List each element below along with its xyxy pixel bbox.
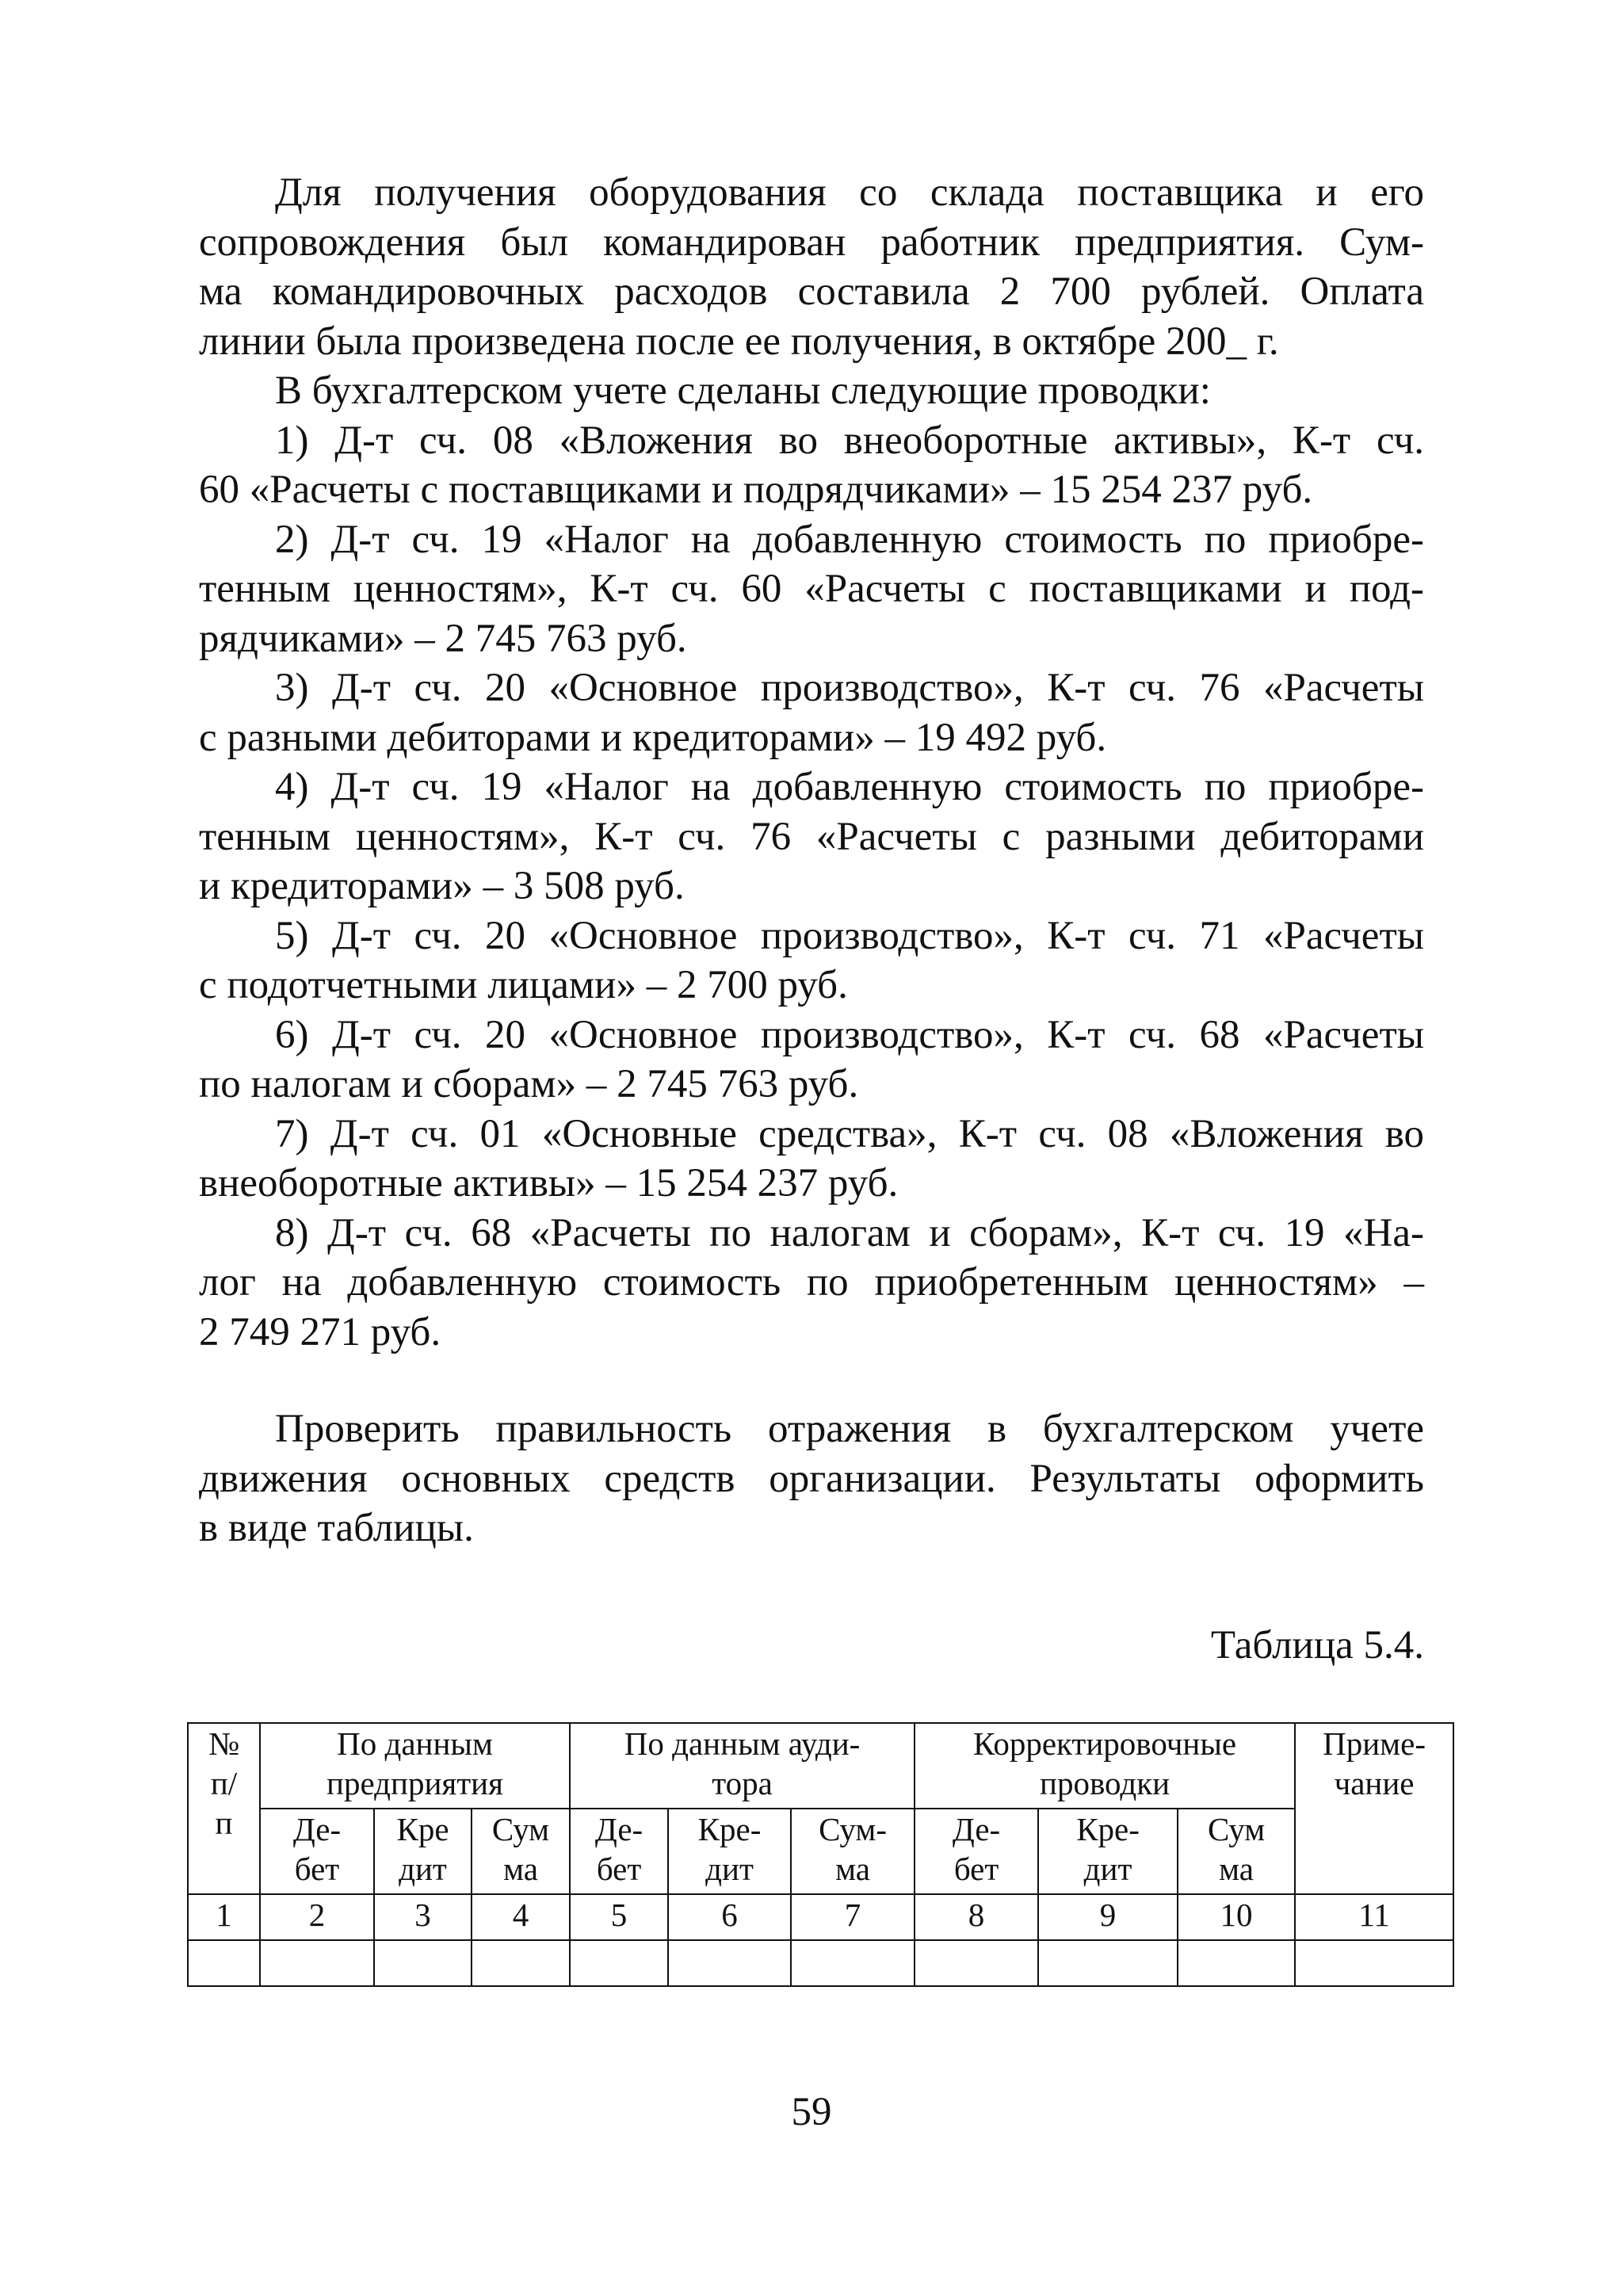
subheader-enterprise-debit: Де- бет bbox=[260, 1809, 374, 1894]
empty-cell bbox=[1178, 1940, 1295, 1986]
text-line: тенным ценностям», К-т сч. 60 «Расчеты с поставщиками и под- bbox=[199, 567, 1424, 611]
text-line: с подотчетными лицами» – 2 700 руб. bbox=[199, 963, 848, 1007]
column-number: 10 bbox=[1178, 1894, 1295, 1940]
text-line: 60 «Расчеты с поставщиками и подрядчиками» – 15 254 237 руб. bbox=[199, 468, 1313, 512]
text-line: 2 749 271 руб. bbox=[199, 1309, 441, 1354]
text-line: 2) Д-т сч. 19 «Налог на добавленную стоимость по приобре- bbox=[275, 517, 1424, 562]
subheader-auditor-debit: Де- бет bbox=[570, 1809, 668, 1894]
empty-cell bbox=[260, 1940, 374, 1986]
header-enterprise-data: По данным предприятия bbox=[260, 1723, 570, 1809]
header-corrections: Корректировочные проводки bbox=[915, 1723, 1295, 1809]
header-auditor-data: По данным ауди- тора bbox=[570, 1723, 915, 1809]
subheader-enterprise-sum: Сум ма bbox=[472, 1809, 570, 1894]
text-line: тенным ценностям», К-т сч. 76 «Расчеты с разными дебиторами bbox=[199, 814, 1424, 859]
subheader-enterprise-credit: Кре дит bbox=[374, 1809, 472, 1894]
text-line: 4) Д-т сч. 19 «Налог на добавленную стоимость по приобре- bbox=[275, 765, 1424, 809]
empty-cell bbox=[472, 1940, 570, 1986]
column-number: 3 bbox=[374, 1894, 472, 1940]
subheader-corrections-credit: Кре- дит bbox=[1038, 1809, 1178, 1894]
column-number-row bbox=[188, 1894, 1453, 1940]
text-line: линии была произведена после ее получения, в октябре 200_ г. bbox=[199, 319, 1279, 364]
audit-table bbox=[187, 1722, 1454, 1987]
text-line: В бухгалтерском учете сделаны следующие проводки: bbox=[275, 369, 1211, 413]
text-line: в виде таблицы. bbox=[199, 1506, 474, 1550]
text-line: 5) Д-т сч. 20 «Основное производство», К-т сч. 71 «Расчеты bbox=[275, 913, 1424, 958]
subheader-corrections-sum: Сум ма bbox=[1178, 1809, 1295, 1894]
paragraph-gap bbox=[199, 1357, 1424, 1404]
text-line: 6) Д-т сч. 20 «Основное производство», К-т сч. 68 «Расчеты bbox=[275, 1012, 1424, 1057]
column-number: 1 bbox=[188, 1894, 260, 1940]
column-number: 5 bbox=[570, 1894, 668, 1940]
subheader-auditor-sum: Сум- ма bbox=[791, 1809, 915, 1894]
header-number: № п/ п bbox=[188, 1723, 260, 1894]
empty-cell bbox=[668, 1940, 791, 1986]
column-number: 2 bbox=[260, 1894, 374, 1940]
empty-cell bbox=[1038, 1940, 1178, 1986]
column-number: 9 bbox=[1038, 1894, 1178, 1940]
subheader-auditor-credit: Кре- дит bbox=[668, 1809, 791, 1894]
column-number: 6 bbox=[668, 1894, 791, 1940]
subheader-corrections-debit: Де- бет bbox=[915, 1809, 1038, 1894]
table-caption: Таблица 5.4. bbox=[1210, 1623, 1424, 1668]
empty-cell bbox=[374, 1940, 472, 1986]
text-line: 1) Д-т сч. 08 «Вложения во внеоборотные активы», К-т сч. bbox=[275, 418, 1424, 463]
text-line: 7) Д-т сч. 01 «Основные средства», К-т сч. 08 «Вложения во bbox=[275, 1111, 1424, 1156]
body-text bbox=[199, 168, 1424, 1553]
page-number: 59 bbox=[791, 2090, 832, 2134]
table-header-row bbox=[188, 1723, 1453, 1809]
empty-cell bbox=[915, 1940, 1038, 1986]
text-line: движения основных средств организации. Результаты оформить bbox=[199, 1456, 1424, 1501]
text-line: по налогам и сборам» – 2 745 763 руб. bbox=[199, 1062, 859, 1106]
column-number: 11 bbox=[1295, 1894, 1453, 1940]
text-line: и кредиторами» – 3 508 руб. bbox=[199, 864, 685, 908]
text-line: лог на добавленную стоимость по приобретенным ценностям» – bbox=[199, 1260, 1424, 1305]
empty-cell bbox=[1295, 1940, 1453, 1986]
column-number: 7 bbox=[791, 1894, 915, 1940]
column-number: 8 bbox=[915, 1894, 1038, 1940]
text-line: 8) Д-т сч. 68 «Расчеты по налогам и сборам», К-т сч. 19 «На- bbox=[275, 1210, 1424, 1255]
empty-data-row bbox=[188, 1940, 1453, 1986]
text-line: рядчиками» – 2 745 763 руб. bbox=[199, 616, 687, 661]
empty-cell bbox=[791, 1940, 915, 1986]
text-line: Для получения оборудования со склада поставщика и его bbox=[275, 170, 1424, 215]
table-subheader-row bbox=[188, 1809, 1453, 1894]
header-note: Приме- чание bbox=[1295, 1723, 1453, 1894]
text-line: ма командировочных расходов составила 2 700 рублей. Оплата bbox=[199, 269, 1424, 314]
empty-cell bbox=[570, 1940, 668, 1986]
empty-cell bbox=[188, 1940, 260, 1986]
text-line: сопровождения был командирован работник предприятия. Сум- bbox=[199, 220, 1424, 265]
text-line: Проверить правильность отражения в бухгалтерском учете bbox=[275, 1407, 1424, 1451]
text-line: с разными дебиторами и кредиторами» – 19 492 руб. bbox=[199, 715, 1107, 760]
text-line: внеоборотные активы» – 15 254 237 руб. bbox=[199, 1161, 899, 1205]
text-line: 3) Д-т сч. 20 «Основное производство», К-т сч. 76 «Расчеты bbox=[275, 666, 1424, 710]
column-number: 4 bbox=[472, 1894, 570, 1940]
